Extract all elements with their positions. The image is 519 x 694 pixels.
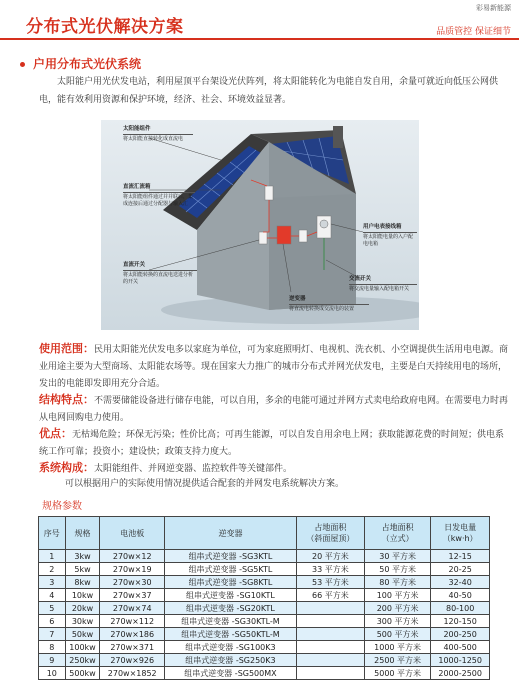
table-cell: 200-250 bbox=[431, 628, 490, 641]
brand-name: 彩易新能源 bbox=[476, 4, 511, 12]
table-cell: 5 bbox=[39, 602, 66, 615]
paragraph-text: 太阳能组件、并网逆变器、监控软件等关键部件。 bbox=[94, 464, 293, 474]
paragraph-structure bbox=[39, 391, 509, 427]
table-cell: 200 平方米 bbox=[364, 602, 430, 615]
table-cell bbox=[296, 615, 364, 628]
paragraph-text: 民用太阳能光伏发电多以家庭为单位，可为家庭照明灯、电视机、洗衣机、小空调提供生活用电电源。商业用途主要为大型商场、太阳能农场等。现在国家大力推广的城市分布式并网光伏发电，主要是白天持续用电的场所，发出的电能即发即用充分合适。 bbox=[39, 345, 509, 389]
table-cell: 8 bbox=[39, 641, 66, 654]
table-cell: 组串式逆变器 -SG100K3 bbox=[165, 641, 297, 654]
paragraph-label: 优点： bbox=[39, 427, 72, 440]
paragraph-advantages bbox=[39, 425, 509, 461]
table-cell: 30 平方米 bbox=[364, 550, 430, 563]
table-cell: 40-50 bbox=[431, 589, 490, 602]
table-cell: 400-500 bbox=[431, 641, 490, 654]
table-cell bbox=[296, 667, 364, 680]
col-header: 序号 bbox=[39, 517, 66, 550]
col-header: 占地面积 （立式） bbox=[364, 517, 430, 550]
table-row bbox=[39, 589, 490, 602]
callout-title: 用户电表接线箱 bbox=[363, 224, 417, 233]
table-cell: 8kw bbox=[65, 576, 100, 589]
callout-desc: 将太阳能组件通过并并联后，集成连接后通过分配器与输入汇 bbox=[123, 194, 194, 207]
table-cell: 120-150 bbox=[431, 615, 490, 628]
table-cell: 组串式逆变器 -SG50KTL-M bbox=[165, 628, 297, 641]
table-cell: 270w×30 bbox=[100, 576, 165, 589]
table-cell: 组串式逆变器 -SG30KTL-M bbox=[165, 615, 297, 628]
callout-title: 交流开关 bbox=[349, 276, 417, 285]
paragraph-text: 不需要储能设备进行储存电能，可以自用，多余的电能可通过并网方式卖电给政府电网。在需要电力时再从电网回购电力使用。 bbox=[39, 396, 509, 423]
table-cell: 组串式逆变器 -SG5KTL bbox=[165, 563, 297, 576]
callout-desc: 将太阳能电量的入户配电电箱 bbox=[363, 234, 414, 247]
table-cell: 270w×112 bbox=[100, 615, 165, 628]
table-cell: 50kw bbox=[65, 628, 100, 641]
col-header: 占地面积 （斜面屋顶） bbox=[296, 517, 364, 550]
table-cell: 270w×19 bbox=[100, 563, 165, 576]
table-row bbox=[39, 667, 490, 680]
table-cell: 4 bbox=[39, 589, 66, 602]
closing-paragraph: 可以根据用户的实际使用情况提供适合配套的并网发电系统解决方案。 bbox=[65, 479, 345, 489]
paragraph-label: 使用范围： bbox=[39, 342, 94, 355]
table-cell: 20-25 bbox=[431, 563, 490, 576]
table-row bbox=[39, 550, 490, 563]
table-cell: 66 平方米 bbox=[296, 589, 364, 602]
table-cell: 32-40 bbox=[431, 576, 490, 589]
table-cell: 270w×926 bbox=[100, 654, 165, 667]
table-row bbox=[39, 602, 490, 615]
bullet-dot-icon bbox=[20, 62, 25, 67]
table-cell: 9 bbox=[39, 654, 66, 667]
table-row bbox=[39, 576, 490, 589]
table-cell: 270w×371 bbox=[100, 641, 165, 654]
table-cell: 1000-1250 bbox=[431, 654, 490, 667]
table-cell bbox=[296, 628, 364, 641]
table-cell: 270w×12 bbox=[100, 550, 165, 563]
table-cell: 33 平方米 bbox=[296, 563, 364, 576]
table-cell: 组串式逆变器 -SG8KTL bbox=[165, 576, 297, 589]
table-cell: 270w×1852 bbox=[100, 667, 165, 680]
intro-paragraph: 太阳能户用光伏发电站，利用屋顶平台架设光伏阵列，将太阳能转化为电能自发自用，余量可就近向低压公网供电，能有效利用资源和保护环境，经济、社会、环境效益显著。 bbox=[39, 77, 499, 105]
pv-system-diagram bbox=[101, 120, 419, 330]
callout-dc-combiner bbox=[123, 184, 195, 208]
callout-dc-switch bbox=[123, 262, 197, 286]
table-row bbox=[39, 628, 490, 641]
table-cell: 250kw bbox=[65, 654, 100, 667]
table-cell: 2 bbox=[39, 563, 66, 576]
spec-header-row bbox=[39, 517, 490, 550]
table-cell: 1 bbox=[39, 550, 66, 563]
table-cell bbox=[296, 641, 364, 654]
table-cell: 7 bbox=[39, 628, 66, 641]
table-cell: 50 平方米 bbox=[364, 563, 430, 576]
spec-table bbox=[38, 516, 490, 680]
table-cell: 5000 平方米 bbox=[364, 667, 430, 680]
table-cell: 100kw bbox=[65, 641, 100, 654]
table-cell: 30kw bbox=[65, 615, 100, 628]
section-title bbox=[20, 55, 141, 72]
table-cell: 20kw bbox=[65, 602, 100, 615]
paragraph-usage bbox=[39, 340, 509, 393]
table-cell bbox=[296, 602, 364, 615]
table-cell: 500 平方米 bbox=[364, 628, 430, 641]
callout-desc: 将太阳能转换的直流电送进分析的开关 bbox=[123, 272, 194, 285]
table-cell: 10kw bbox=[65, 589, 100, 602]
paragraph-label: 结构特点： bbox=[39, 393, 94, 406]
table-cell: 53 平方米 bbox=[296, 576, 364, 589]
col-header: 日发电量 （kw·h） bbox=[431, 517, 490, 550]
page-subtitle: 品质管控 保证细节 bbox=[436, 27, 511, 37]
table-cell: 270w×37 bbox=[100, 589, 165, 602]
table-cell: 组串式逆变器 -SG20KTL bbox=[165, 602, 297, 615]
callout-desc: 将太阳能直接转化成直流电 bbox=[123, 136, 184, 142]
table-cell bbox=[296, 654, 364, 667]
table-cell: 2000-2500 bbox=[431, 667, 490, 680]
callout-desc: 将交流电量输入配电箱开关 bbox=[349, 286, 410, 292]
table-cell: 6 bbox=[39, 615, 66, 628]
table-cell: 1000 平方米 bbox=[364, 641, 430, 654]
callout-solar-module bbox=[123, 126, 193, 143]
paragraph-text: 无枯竭危险；环保无污染；性价比高；可再生能源，可以自发自用余电上网；获取能源花费的时间短；供电系统工作可靠；投资小；建设快；政策支持力度大。 bbox=[39, 430, 505, 457]
table-cell: 270w×74 bbox=[100, 602, 165, 615]
table-cell: 2500 平方米 bbox=[364, 654, 430, 667]
table-cell: 10 bbox=[39, 667, 66, 680]
page-title: 分布式光伏解决方案 bbox=[26, 17, 184, 37]
table-cell: 组串式逆变器 -SG3KTL bbox=[165, 550, 297, 563]
callout-title: 直流开关 bbox=[123, 262, 197, 271]
callout-title: 太阳能组件 bbox=[123, 126, 193, 135]
spec-title: 规格参数 bbox=[42, 501, 82, 512]
paragraph-label: 系统构成： bbox=[39, 461, 94, 474]
table-cell: 80-100 bbox=[431, 602, 490, 615]
table-cell: 80 平方米 bbox=[364, 576, 430, 589]
header-rule bbox=[0, 38, 519, 40]
table-row bbox=[39, 615, 490, 628]
table-cell: 组串式逆变器 -SG250K3 bbox=[165, 654, 297, 667]
table-cell: 500kw bbox=[65, 667, 100, 680]
table-cell: 100 平方米 bbox=[364, 589, 430, 602]
callout-ac-switch bbox=[349, 276, 417, 293]
table-cell: 270w×186 bbox=[100, 628, 165, 641]
callout-meter-box bbox=[363, 224, 417, 248]
col-header: 电池板 bbox=[100, 517, 165, 550]
table-row bbox=[39, 641, 490, 654]
table-cell: 组串式逆变器 -SG500MX bbox=[165, 667, 297, 680]
table-cell: 20 平方米 bbox=[296, 550, 364, 563]
callout-title: 直流汇流箱 bbox=[123, 184, 195, 193]
col-header: 逆变器 bbox=[165, 517, 297, 550]
table-cell: 12-15 bbox=[431, 550, 490, 563]
table-cell: 组串式逆变器 -SG10KTL bbox=[165, 589, 297, 602]
col-header: 规格 bbox=[65, 517, 100, 550]
table-cell: 300 平方米 bbox=[364, 615, 430, 628]
section-title-text: 户用分布式光伏系统 bbox=[33, 57, 142, 71]
callout-inverter bbox=[289, 296, 369, 313]
table-row bbox=[39, 654, 490, 667]
table-cell: 3kw bbox=[65, 550, 100, 563]
table-cell: 3 bbox=[39, 576, 66, 589]
table-row bbox=[39, 563, 490, 576]
table-cell: 5kw bbox=[65, 563, 100, 576]
callout-desc: 将直流电转换成交流电的装置 bbox=[289, 306, 355, 312]
callout-title: 逆变器 bbox=[289, 296, 369, 305]
